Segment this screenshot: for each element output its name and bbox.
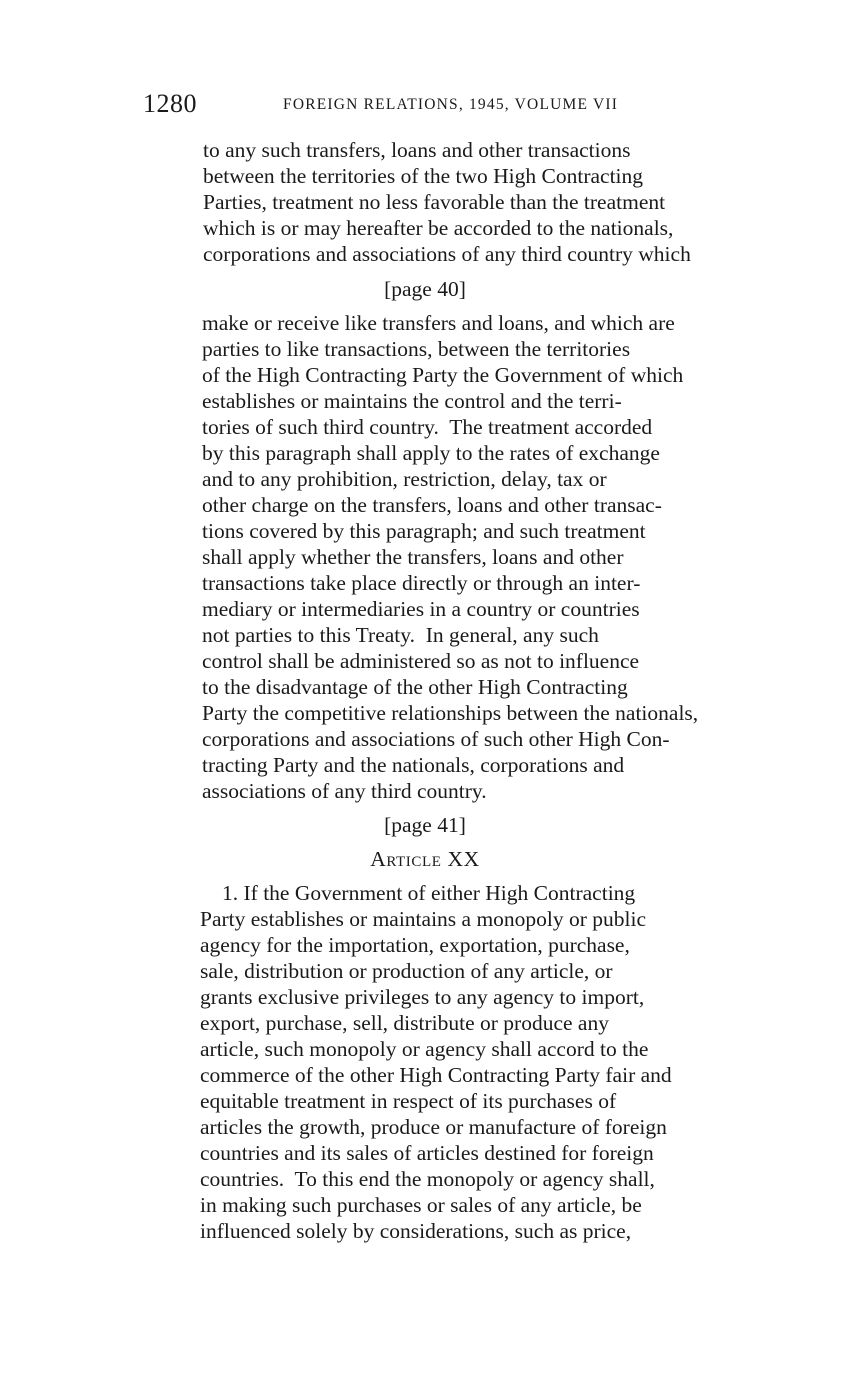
text-line: influenced solely by considerations, such as price, — [200, 1219, 632, 1243]
text-line: associations of any third country. — [202, 779, 487, 803]
text-line: countries. To this end the monopoly or agency shall, — [200, 1167, 655, 1191]
text-line: not parties to this Treaty. In general, any such — [202, 623, 599, 647]
text-line: make or receive like transfers and loans, and which are — [202, 311, 675, 335]
text-line: sale, distribution or production of any article, or — [200, 959, 613, 983]
text-line: export, purchase, sell, distribute or produce any — [200, 1011, 609, 1035]
text-line: Party establishes or maintains a monopoly or public — [200, 907, 647, 931]
text-line: articles the growth, produce or manufacture of foreign — [200, 1115, 667, 1139]
text-line: shall apply whether the transfers, loans and other — [202, 545, 624, 569]
text-line: grants exclusive privileges to any agency to import, — [200, 985, 645, 1009]
text-line: agency for the importation, exportation, purchase, — [200, 933, 630, 957]
text-line: commerce of the other High Contracting Party fair and — [200, 1063, 672, 1087]
text-line: Parties, treatment no less favorable than the treatment — [203, 190, 666, 214]
text-line: parties to like transactions, between the territories — [202, 337, 631, 361]
text-line: and to any prohibition, restriction, delay, tax or — [202, 467, 607, 491]
text-line: equitable treatment in respect of its purchases of — [200, 1089, 617, 1113]
article-heading: Article XX — [370, 847, 480, 871]
text-line: to any such transfers, loans and other transactions — [203, 138, 631, 162]
text-line: mediary or intermediaries in a country or countries — [202, 597, 640, 621]
text-line: tories of such third country. The treatment accorded — [202, 415, 653, 439]
page-marker: [page 41] — [384, 813, 466, 837]
text-line: between the territories of the two High Contracting — [203, 164, 644, 188]
text-line: which is or may hereafter be accorded to the nationals, — [203, 216, 674, 240]
text-line: 1. If the Government of either High Contracting — [222, 881, 636, 905]
text-line: tracting Party and the nationals, corporations and — [202, 753, 625, 777]
page-number: 1280 — [143, 89, 197, 118]
text-line: other charge on the transfers, loans and other transac- — [202, 493, 662, 517]
text-line: Party the competitive relationships between the nationals, — [202, 701, 699, 725]
running-head: FOREIGN RELATIONS, 1945, VOLUME VII — [283, 96, 619, 113]
text-line: countries and its sales of articles destined for foreign — [200, 1141, 654, 1165]
text-line: article, such monopoly or agency shall accord to the — [200, 1037, 649, 1061]
text-line: transactions take place directly or through an inter- — [202, 571, 641, 595]
text-line: corporations and associations of such other High Con- — [202, 727, 670, 751]
text-line: tions covered by this paragraph; and such treatment — [202, 519, 646, 543]
text-line: in making such purchases or sales of any article, be — [200, 1193, 642, 1217]
page-marker: [page 40] — [384, 277, 466, 301]
text-line: to the disadvantage of the other High Contracting — [202, 675, 628, 699]
text-line: control shall be administered so as not to influence — [202, 649, 640, 673]
text-line: of the High Contracting Party the Government of which — [202, 363, 684, 387]
text-line: establishes or maintains the control and the terri- — [202, 389, 622, 413]
text-line: by this paragraph shall apply to the rates of exchange — [202, 441, 660, 465]
text-line: corporations and associations of any third country which — [203, 242, 691, 266]
